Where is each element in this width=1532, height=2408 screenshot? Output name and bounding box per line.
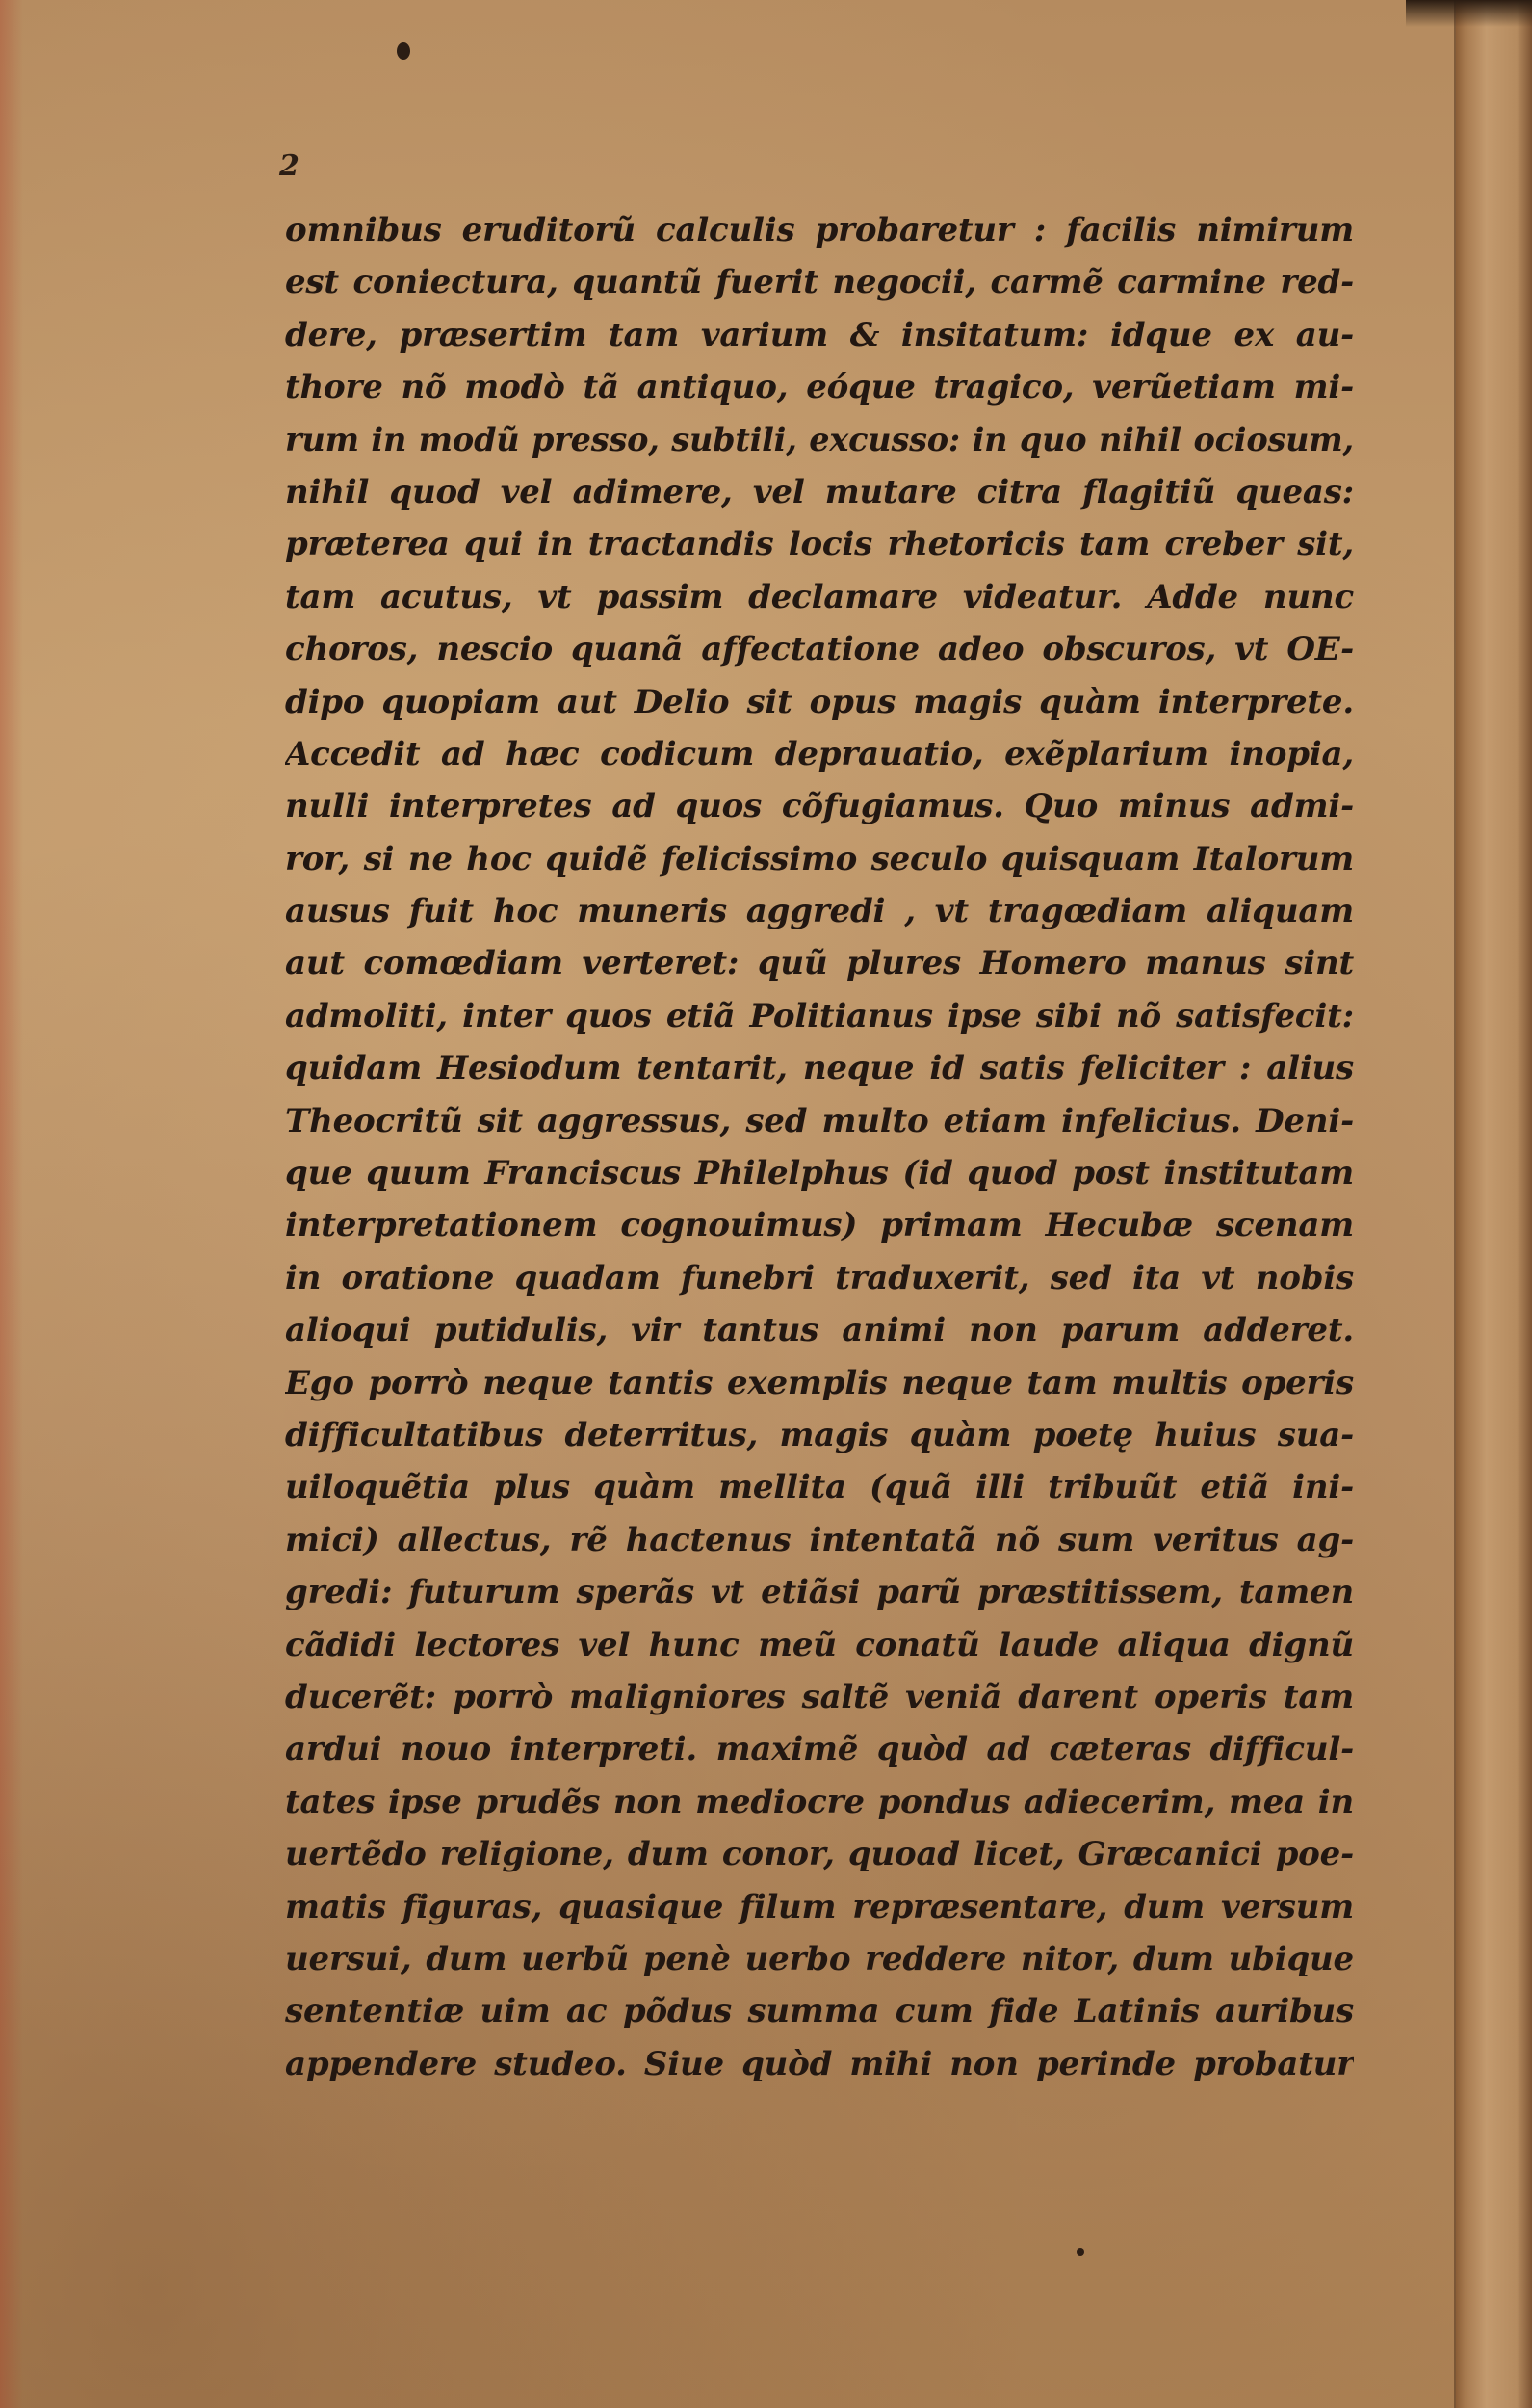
- text-line: uiloquẽtia plus quàm mellita (quã illi tribuũt etiã ini-: [285, 1468, 1354, 1507]
- text-line: uertẽdo religione, dum conor, quoad licet, Græcanici poe-: [285, 1835, 1354, 1874]
- body-text: [285, 204, 1354, 2090]
- text-line: Ego porrò neque tantis exemplis neque tam multis operis: [285, 1363, 1354, 1402]
- text-line: appendere studeo. Siue quòd mihi non perinde probatur: [285, 2044, 1354, 2083]
- ink-blot: [397, 42, 410, 60]
- text-line: sententiæ uim ac põdus summa cum fide Latinis auribus: [285, 1992, 1354, 2031]
- text-line: admoliti, inter quos etiã Politianus ipse sibi nõ satisfecit:: [285, 996, 1354, 1035]
- text-line: est coniectura, quantũ fuerit negocii, carmẽ carmine red-: [285, 263, 1354, 302]
- page-edge-stain: [0, 0, 23, 2408]
- text-line: interpretationem cognouimus) primam Hecubæ scenam: [285, 1206, 1354, 1245]
- text-line: nulli interpretes ad quos cõfugiamus. Quo minus admi-: [285, 787, 1354, 826]
- text-line: ror, si ne hoc quidẽ felicissimo seculo quisquam Italorum: [285, 839, 1354, 878]
- text-line: rum in modũ presso, subtili, excusso: in quo nihil ociosum,: [285, 420, 1354, 458]
- text-line: dere, præsertim tam varium & insitatum: idque ex au-: [285, 315, 1354, 354]
- text-line: omnibus eruditorũ calculis probaretur : facilis nimirum: [285, 211, 1354, 249]
- text-line: tates ipse prudẽs non mediocre pondus adiecerim, mea in: [285, 1782, 1354, 1821]
- text-line: choros, nescio quanã affectatione adeo obscuros, vt OE-: [285, 630, 1354, 669]
- text-line: gredi: futurum sperãs vt etiãsi parũ præstitissem, tamen: [285, 1573, 1354, 1612]
- text-line: præterea qui in tractandis locis rhetoricis tam creber sit,: [285, 525, 1354, 564]
- text-line: thore nõ modò tã antiquo, eóque tragico, verũetiam mi-: [285, 368, 1354, 407]
- text-line: ducerẽt: porrò maligniores saltẽ veniã darent operis tam: [285, 1677, 1354, 1716]
- text-line: Theocritũ sit aggressus, sed multo etiam infelicius. Deni-: [285, 1101, 1354, 1140]
- text-line: nihil quod vel adimere, vel mutare citra flagitiũ queas:: [285, 472, 1354, 511]
- text-line: Accedit ad hæc codicum deprauatio, exẽplarium inopia,: [285, 734, 1354, 773]
- text-line: cãdidi lectores vel hunc meũ conatũ laude aliqua dignũ: [285, 1625, 1354, 1664]
- facing-page-edge: [1456, 0, 1532, 2408]
- text-line: aut comœdiam verteret: quũ plures Homero manus sint: [285, 944, 1354, 983]
- text-line: que quum Franciscus Philelphus (id quod post institutam: [285, 1154, 1354, 1193]
- text-line: ardui nouo interpreti. maximẽ quòd ad cæteras difficul-: [285, 1730, 1354, 1769]
- text-line: matis figuras, quasique filum repræsentare, dum versum: [285, 1887, 1354, 1926]
- binding-shadow: [1406, 0, 1532, 27]
- text-line: dipo quopiam aut Delio sit opus magis quàm interprete.: [285, 682, 1354, 721]
- ink-blot: [1077, 2248, 1084, 2256]
- text-line: in oratione quadam funebri traduxerit, sed ita vt nobis: [285, 1258, 1354, 1297]
- text-line: alioqui putidulis, vir tantus animi non parum adderet.: [285, 1311, 1354, 1350]
- page-number: 2: [279, 149, 299, 183]
- text-line: tam acutus, vt passim declamare videatur. Adde nunc: [285, 577, 1354, 616]
- text-line: uersui, dum uerbũ penè uerbo reddere nitor, dum ubique: [285, 1939, 1354, 1978]
- text-line: quidam Hesiodum tentarit, neque id satis feliciter : alius: [285, 1049, 1354, 1088]
- text-line: mici) allectus, rẽ hactenus intentatã nõ sum veritus ag-: [285, 1520, 1354, 1559]
- text-line: ausus fuit hoc muneris aggredi , vt tragœdiam aliquam: [285, 892, 1354, 931]
- text-line: difficultatibus deterritus, magis quàm poetę huius sua-: [285, 1415, 1354, 1454]
